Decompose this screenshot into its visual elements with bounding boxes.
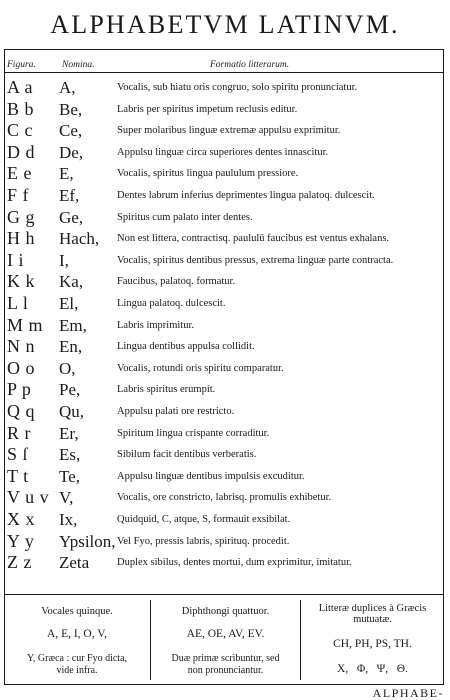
letter-nomen: En, xyxy=(59,337,83,357)
letter-nomen: Ypsilon, xyxy=(59,531,116,551)
table-row xyxy=(4,314,444,336)
letter-formatio: Lingua palatoq. dulcescit. xyxy=(117,298,226,309)
bottom-section-rule xyxy=(4,594,444,595)
letter-figura: V u v xyxy=(7,487,50,508)
letter-figura: K k xyxy=(7,271,35,292)
table-row xyxy=(4,270,444,292)
header-rule xyxy=(4,72,444,73)
letter-figura: Z z xyxy=(7,552,32,573)
table-row xyxy=(4,119,444,141)
table-row xyxy=(4,508,444,530)
letter-nomen: A, xyxy=(59,78,76,97)
vocales-list: A, E, I, O, V, xyxy=(47,628,107,640)
table-row xyxy=(4,443,444,465)
table-row xyxy=(4,530,444,552)
letter-formatio: Appulsu linguæ dentibus impulsis excuditur. xyxy=(117,470,305,482)
diphthongi-note-line1: Duæ primæ scribuntur, sed xyxy=(171,653,280,664)
letter-nomen: El, xyxy=(59,294,79,313)
letter-formatio: Appulsu palati ore restricto. xyxy=(117,406,235,417)
letter-nomen: Ge, xyxy=(59,207,84,227)
letter-figura: T t xyxy=(7,465,29,486)
table-row xyxy=(4,184,444,206)
letter-nomen: Te, xyxy=(59,466,80,486)
letter-figura: Q q xyxy=(7,401,35,421)
table-row xyxy=(4,249,444,271)
diphthongi-title: Diphthongi quattuor. xyxy=(181,606,270,617)
letter-figura: R r xyxy=(7,422,31,443)
table-row xyxy=(4,378,444,400)
diphthongi-list: AE, OE, AV, EV. xyxy=(186,628,265,640)
letter-nomen: Ix, xyxy=(59,510,78,529)
letter-formatio: Vel Fyo, pressis labris, spirituq. procedit. xyxy=(117,535,290,547)
letter-formatio: Super molaribus linguæ extremæ appulsu exprimitur. xyxy=(117,125,341,137)
table-row xyxy=(4,141,444,163)
letter-figura: Y y xyxy=(7,530,35,551)
header-nomina: Nomina. xyxy=(62,60,95,70)
vocales-title: Vocales quinque. xyxy=(41,606,113,617)
table-row xyxy=(4,400,444,422)
table-row xyxy=(4,551,444,573)
table-row xyxy=(4,76,444,98)
letter-nomen: Es, xyxy=(59,445,81,465)
table-row xyxy=(4,206,444,228)
letter-nomen: I, xyxy=(59,250,69,270)
header-formatio: Formatio litterarum. xyxy=(210,60,290,70)
table-row xyxy=(4,227,444,249)
letter-formatio: Vocalis, spiritus lingua paululum pressiore. xyxy=(117,168,299,180)
letter-figura: C c xyxy=(7,120,33,141)
letter-figura: M m xyxy=(7,314,44,335)
letter-figura: D d xyxy=(7,141,35,162)
letter-nomen: De, xyxy=(59,142,84,162)
letter-nomen: O, xyxy=(59,358,76,378)
letter-nomen: Ka, xyxy=(59,272,84,292)
letter-formatio: Spiritus cum palato inter dentes. xyxy=(117,211,253,223)
table-row xyxy=(4,98,444,120)
letter-nomen: Ef, xyxy=(59,186,80,205)
letter-figura: F f xyxy=(7,185,30,205)
letter-figura: E e xyxy=(7,163,32,184)
letter-figura: B b xyxy=(7,98,35,119)
catchword: ALPHABE- xyxy=(372,686,444,700)
table-row xyxy=(4,162,444,184)
letter-formatio: Vocalis, sub hiatu oris congruo, solo spiritu pronunciatur. xyxy=(117,82,358,93)
letter-formatio: Duplex sibilus, dentes mortui, dum exprimitur, imitatur. xyxy=(117,557,352,569)
letter-formatio: Vocalis, ore constricto, labrisq. promulis exhibetur. xyxy=(117,492,332,504)
letter-formatio: Quidquid, C, atque, S, formauit exsibilat. xyxy=(117,514,291,525)
table-row xyxy=(4,292,444,314)
letter-formatio: Labris spiritus erumpit. xyxy=(117,384,216,396)
letter-formatio: Sibilum facit dentibus verberatis. xyxy=(117,449,257,461)
letter-formatio: Faucibus, palatoq. formatur. xyxy=(117,276,236,288)
letter-formatio: Vocalis, rotundi oris spiritu comparatur. xyxy=(117,362,284,374)
letter-formatio: Labris per spiritus impetum reclusis editur. xyxy=(117,103,298,115)
vocales-note-line2: vide infra. xyxy=(56,665,98,676)
letter-formatio: Labris imprimitur. xyxy=(117,319,194,331)
letter-formatio: Appulsu linguæ circa superiores dentes innascitur. xyxy=(117,146,329,158)
table-row xyxy=(4,335,444,357)
table-row xyxy=(4,465,444,487)
letter-nomen: Er, xyxy=(59,423,79,443)
letter-formatio: Lingua dentibus appulsa collidit. xyxy=(117,341,255,353)
table-row xyxy=(4,357,444,379)
letter-nomen: Ce, xyxy=(59,121,83,141)
letter-formatio: Dentes labrum inferius deprimentes lingua palatoq. dulcescit. xyxy=(117,190,375,201)
letter-nomen: E, xyxy=(59,164,74,184)
duplices-title-line1: Litteræ duplices à Græcis xyxy=(318,603,427,614)
letter-formatio: Vocalis, spiritus dentibus pressus, extrema linguæ parte contracta. xyxy=(117,254,394,266)
header-figura: Figura. xyxy=(7,60,36,70)
letter-nomen: Em, xyxy=(59,315,87,335)
letter-nomen: V, xyxy=(59,488,74,508)
letter-nomen: Hach, xyxy=(59,229,100,249)
letter-figura: G g xyxy=(7,206,35,227)
letter-figura: L l xyxy=(7,293,29,313)
vocales-note-line1: Y, Græca : cur Fyo dicta, xyxy=(26,653,128,664)
diphthongi-note-line2: non pronunciantur. xyxy=(187,665,264,676)
letter-figura: A a xyxy=(7,77,33,97)
letter-figura: H h xyxy=(7,228,35,249)
duplices-list: CH, PH, PS, TH. xyxy=(333,638,412,650)
duplices-title-line2: mutuatæ. xyxy=(353,614,392,625)
letter-formatio: Non est littera, contractisq. paululū faucibus est ventus exhalans. xyxy=(117,233,390,245)
letter-nomen: Pe, xyxy=(59,380,81,400)
letter-formatio: Spiritum lingua crispante corraditur. xyxy=(117,427,270,439)
letter-nomen: Qu, xyxy=(59,402,85,421)
table-row xyxy=(4,422,444,444)
letter-nomen: Be, xyxy=(59,99,83,119)
letter-figura: N n xyxy=(7,336,35,357)
page-title: ALPHABETVM LATINVM. xyxy=(50,10,400,39)
letter-figura: I i xyxy=(7,249,24,270)
letter-figura: P p xyxy=(7,379,32,400)
table-row xyxy=(4,486,444,508)
letter-figura: S ſ xyxy=(7,444,29,465)
duplices-greek: X, Φ, Ψ, Θ. xyxy=(337,663,408,675)
letter-figura: X x xyxy=(7,509,35,529)
letter-nomen: Zeta xyxy=(59,553,90,573)
letter-figura: O o xyxy=(7,357,35,378)
